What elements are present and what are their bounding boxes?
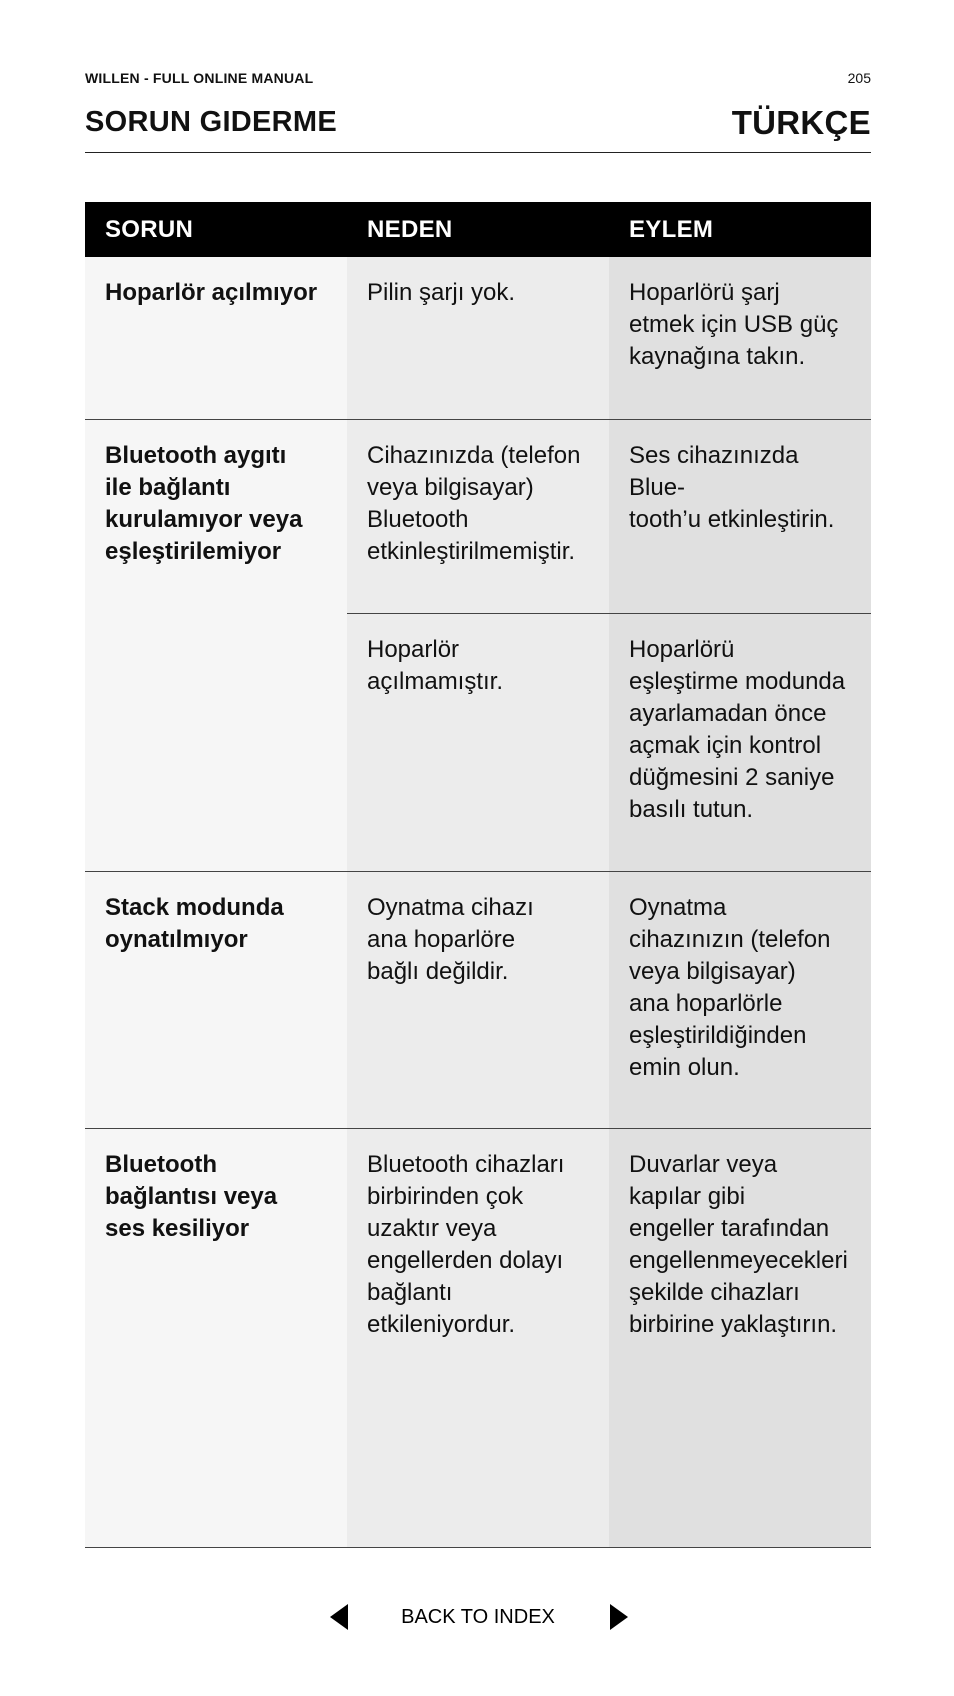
cause-cell: Pilin şarjı yok. [347,257,609,419]
running-header [85,68,871,88]
section-title: SORUN GIDERME [85,106,338,138]
back-to-index-link[interactable]: BACK TO INDEX [401,1606,555,1628]
cause-action-pair [347,420,871,613]
cause-action-group [347,257,871,419]
column-header-action: EYLEM [629,215,714,243]
cause-action-pair [347,613,871,871]
troubleshooting-table [85,202,871,1548]
table-row [85,872,871,1129]
problem-cell: Hoparlör açılmıyor [85,257,347,419]
action-cell: Ses cihazınızda Blue- tooth’u etkinleştirin. [609,420,871,613]
cause-cell: Bluetooth cihazları birbirinden çok uzaktır veya engellerden dolayı bağlantı etkileniyordur. [347,1129,609,1547]
cause-cell: Hoparlör açılmamıştır. [347,614,609,871]
section-heading [85,106,871,153]
table-row [85,257,871,420]
page-number: 205 [847,70,871,86]
table-row [85,420,871,872]
column-header-problem: SORUN [105,215,194,243]
language-label: TÜRKÇE [731,104,871,141]
action-cell: Hoparlörü eşleştirme modunda ayarlamadan önce açmak için kontrol düğmesini 2 saniye basılı tutun. [609,614,871,871]
cause-cell: Oynatma cihazı ana hoparlöre bağlı değildir. [347,872,609,1128]
triangle-left-icon[interactable] [330,1604,348,1630]
cause-cell: Cihazınızda (telefon veya bilgisayar) Bluetooth etkinleştirilmemiştir. [347,420,609,613]
cause-action-group [347,420,871,871]
problem-cell: Bluetooth aygıtı ile bağlantı kurulamıyor veya eşleştirilemiyor [85,420,347,871]
cause-action-group [347,872,871,1128]
table-row [85,1129,871,1548]
action-cell: Hoparlörü şarj etmek için USB güç kaynağına takın. [609,257,871,419]
problem-cell: Bluetooth bağlantısı veya ses kesiliyor [85,1129,347,1547]
cause-action-group [347,1129,871,1547]
action-cell: Duvarlar veya kapılar gibi engeller tarafından engellenmeyecekleri şekilde cihazları birbirine yaklaştırın. [609,1129,871,1547]
manual-title: WILLEN - FULL ONLINE MANUAL [85,70,314,86]
action-cell: Oynatma cihazınızın (telefon veya bilgisayar) ana hoparlörle eşleştirildiğinden emin olun. [609,872,871,1128]
column-header-cause: NEDEN [367,215,453,243]
cause-action-pair [347,257,871,419]
page-navigation [0,1598,954,1638]
cause-action-pair [347,872,871,1128]
problem-cell: Stack modunda oynatılmıyor [85,872,347,1128]
cause-action-pair [347,1129,871,1547]
table-header [85,202,871,257]
triangle-right-icon[interactable] [610,1604,628,1630]
